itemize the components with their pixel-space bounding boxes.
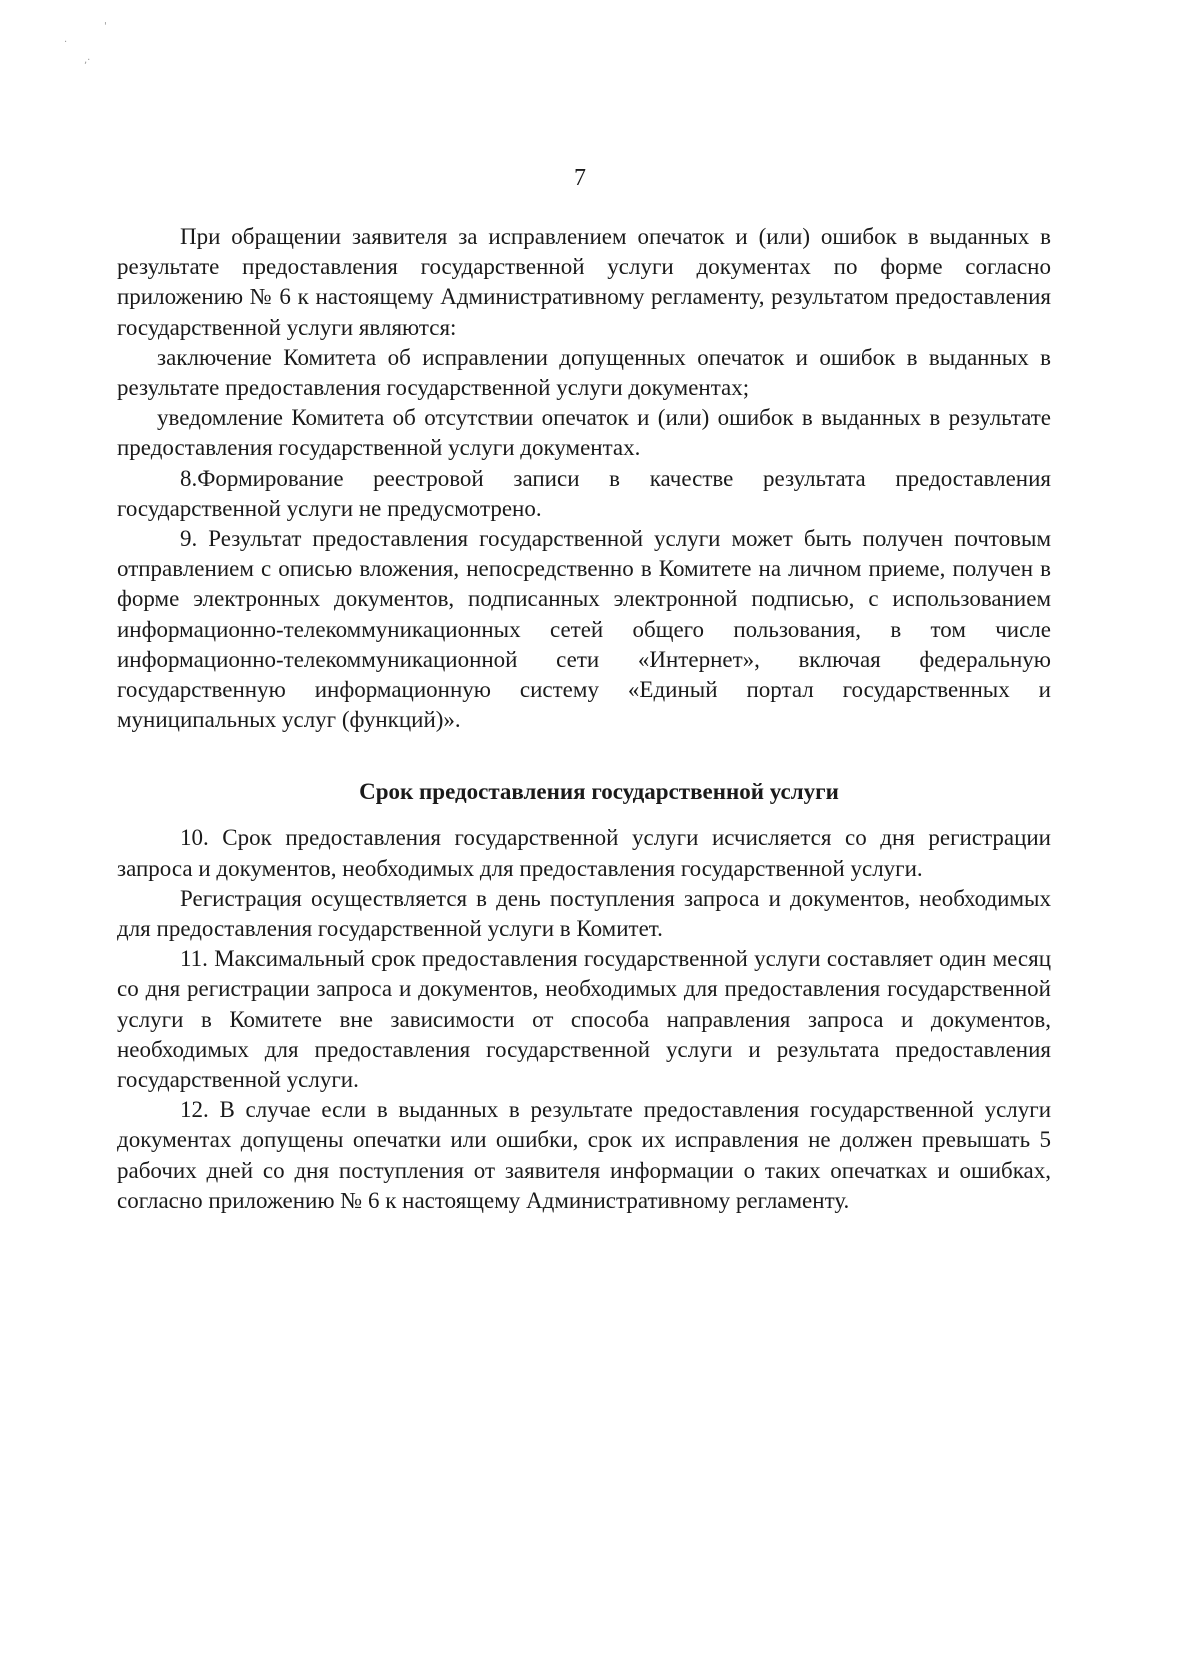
paragraph-no-errors-notice: уведомление Комитета об отсутствии опечаток и (или) ошибок в выданных в результате предоставления государственной услуги документах. xyxy=(117,405,1051,461)
scan-speck: · xyxy=(64,37,68,48)
paragraph-12: 12. В случае если в выданных в результате предоставления государственной услуги документах допущены опечатки или ошибки, срок их исправления не должен превышать 5 рабочих дней со дня поступления от заявителя информации о таких опечатках и ошибках, согласно приложению № 6 к настоящему Административному регламенту. xyxy=(117,1097,1051,1213)
scan-speck: ,· xyxy=(84,55,91,66)
page-number: 7 xyxy=(574,165,586,191)
paragraph-11: 11. Максимальный срок предоставления государственной услуги составляет один месяц со дня регистрации запроса и документов, необходимых для предоставления государственной услуги в Комитете вне зависимости от способа направления запроса и документов, необходимых для предоставления государственной услуги и результата предоставления государственной услуги. xyxy=(117,946,1051,1093)
paragraph-correction-request: При обращении заявителя за исправлением опечаток и (или) ошибок в выданных в результате предоставления государственной услуги документах по форме согласно приложению № 6 к настоящему Административному регламенту, результатом предоставления государственной услуги являются: xyxy=(117,224,1051,340)
paragraph-correction-conclusion: заключение Комитета об исправлении допущенных опечаток и ошибок в выданных в результате предоставления государственной услуги документах; xyxy=(117,344,1051,401)
scan-speck: ' xyxy=(104,21,107,32)
paragraph-registration: Регистрация осуществляется в день поступления запроса и документов, необходимых для предоставления государственной услуги в Комитет. xyxy=(117,885,1051,942)
document-body xyxy=(117,222,1051,1216)
paragraph-8: 8.Формирование реестровой записи в качестве результата предоставления государственной услуги не предусмотрено. xyxy=(117,465,1051,521)
paragraph-9: 9. Результат предоставления государственной услуги может быть получен почтовым отправлением с описью вложения, непосредственно в Комитете на личном приеме, получен в форме электронных документов, подписанных электронной подписью, с использованием информационно-телекоммуникационных сетей общего пользования, в том числе информационно-телекоммуникационной сети «Интернет», включая федеральную государственную информационную систему «Единый портал государственных и муниципальных услуг (функций)». xyxy=(117,526,1051,733)
paragraph-10: 10. Срок предоставления государственной услуги исчисляется со дня регистрации запроса и документов, необходимых для предоставления государственной услуги. xyxy=(117,825,1051,881)
section-heading: Срок предоставления государственной услуги xyxy=(359,779,839,805)
